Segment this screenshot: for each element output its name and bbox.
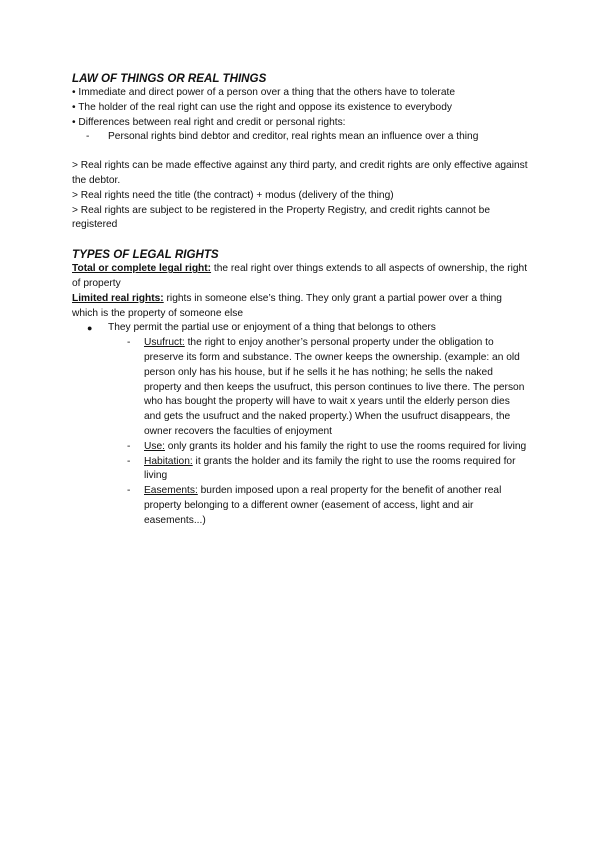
sub-list-item-usufruct [72, 336, 528, 440]
definition-total-right [72, 262, 528, 292]
term-definition: burden imposed upon a real property for the benefit of another real property belonging to a different owner (easement of access, light and air easements...) [144, 485, 502, 526]
bullet-dot-icon: ● [87, 323, 93, 334]
document-content [72, 72, 528, 529]
dash-marker: - [127, 337, 131, 349]
term-label: Usufruct: [144, 337, 185, 349]
dot-list [72, 321, 528, 336]
term-label: Total or complete legal right: [72, 263, 212, 275]
section-heading-types-of-legal-rights: TYPES OF LEGAL RIGHTS [72, 248, 219, 262]
dash-marker: - [127, 440, 131, 452]
spacer [72, 145, 528, 159]
term-label: Easements: [144, 485, 198, 497]
note-paragraph: > Real rights are subject to be registered in the Property Registry, and credit rights cannot be registered [72, 204, 490, 231]
term-definition: only grants its holder and his family the right to use the rooms required for living [164, 440, 527, 452]
term-definition: it grants the holder and its family the right to use the rooms required for living [144, 455, 516, 482]
term-definition: rights in someone else’s thing. They only grant a partial power over a thing which is the property of someone else [72, 292, 502, 319]
dash-marker: - [127, 485, 131, 497]
dash-list-item [72, 130, 528, 145]
term-label: Habitation: [144, 455, 193, 467]
bullet-line: • Differences between real right and credit or personal rights: [72, 116, 346, 128]
note-paragraph: > Real rights can be made effective against any third party, and credit rights are only effective against the debtor. [72, 160, 528, 186]
dot-list-item [72, 321, 528, 336]
term-label: Use: [144, 440, 165, 452]
term-definition: the real right over things extends to all aspects of ownership, the right of property [72, 263, 528, 289]
limited-rights-list [72, 336, 528, 528]
dash-marker: - [127, 455, 131, 467]
dot-item-text: They permit the partial use or enjoyment of a thing that belongs to others [108, 322, 436, 334]
dash-list [72, 130, 528, 145]
spacer [72, 233, 528, 248]
bullet-line: • Immediate and direct power of a person over a thing that the others have to tolerate [72, 87, 455, 98]
dash-marker: - [86, 131, 90, 143]
dash-item-text: Personal rights bind debtor and creditor, real rights mean an influence over a thing [108, 131, 479, 143]
bullet-line: • The holder of the real right can use the right and oppose its existence to everybody [72, 101, 452, 113]
term-definition: the right to enjoy another’s personal property under the obligation to preserve its form and substance. The owner keeps the ownership. (example: an old person only has his house, but if he sells it he has nothing; he sells the naked property and then keeps the usufruct, this person continues to live there. The person who has bought the property will have to wait x years until the elderly person dies and gets the usufruct and the naked property.) When the usufruct disappears, the owner recovers the faculties of enjoyment [144, 337, 525, 437]
section-heading-law-of-things: LAW OF THINGS OR REAL THINGS [72, 72, 267, 85]
sub-list-item-use [72, 440, 528, 455]
term-label: Limited real rights: [72, 292, 164, 304]
definition-limited-rights [72, 292, 528, 322]
note-paragraph: > Real rights need the title (the contract) + modus (delivery of the thing) [72, 189, 394, 201]
sub-list-item-habitation [72, 455, 528, 485]
sub-list-item-easements [72, 484, 528, 528]
